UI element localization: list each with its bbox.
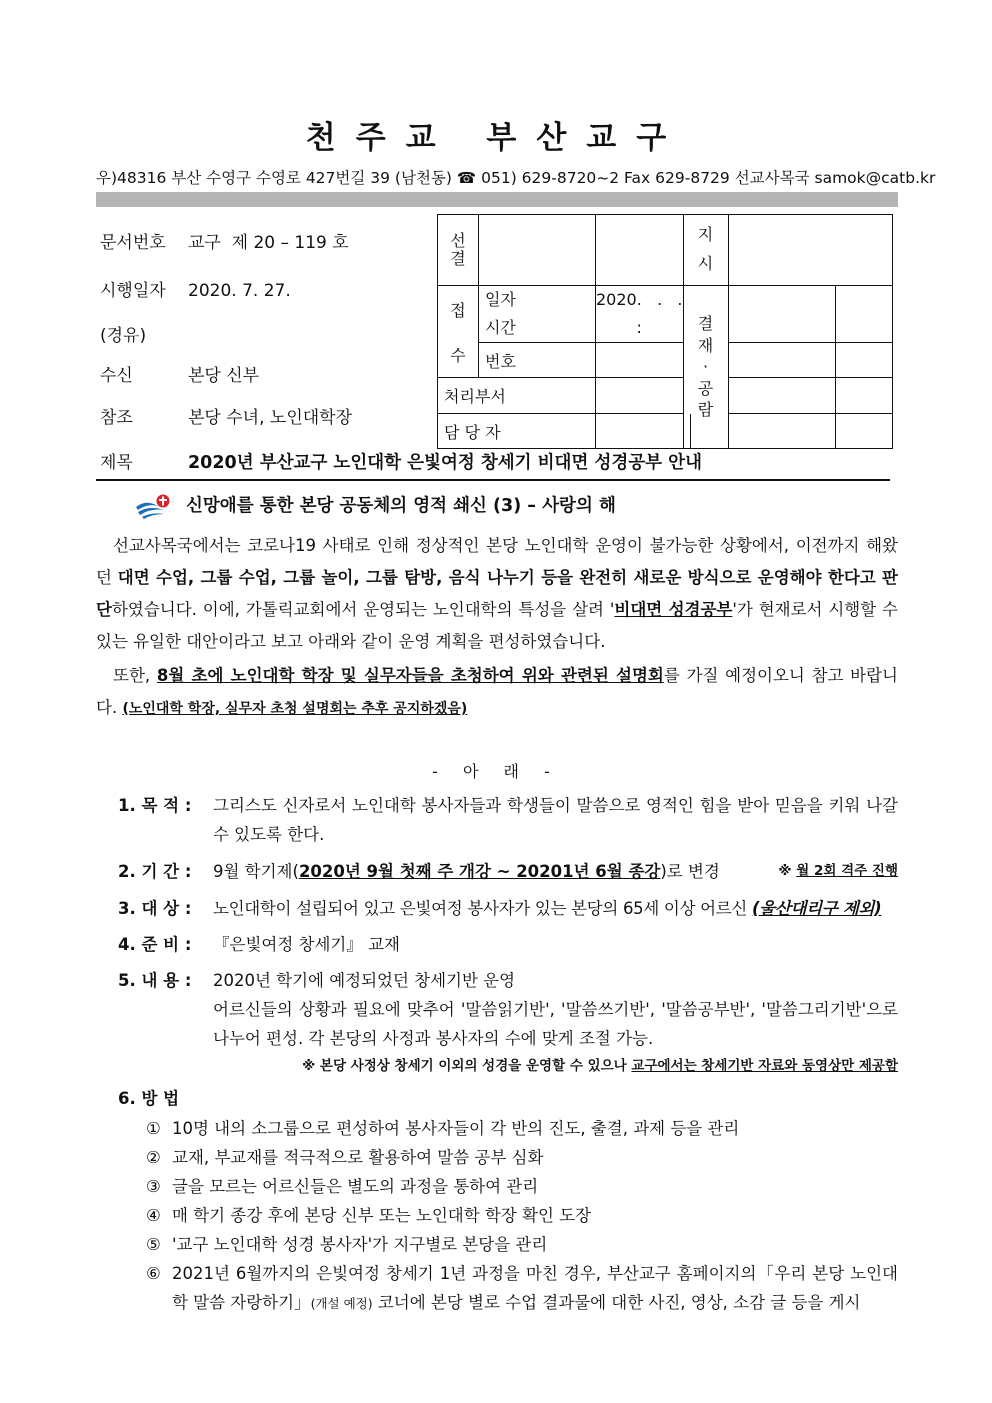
method-item-5: ⑤ '교구 노인대학 성경 봉사자'가 지구별로 본당을 관리 [146, 1235, 548, 1254]
item-content: 5. 내 용 : 2020년 학기에 예정되었던 창세기반 운영 어르신들의 상황과 필요에 맞추어 '말씀읽기반', '말씀쓰기반', '말씀공부반', '말씀그리기반'으로 나누어 편성. 각 본당의 사정과 봉사자의 수에 맞게 조절 가능. ※ 본당 사정상 창세기 이외의 성경을 운영할 수 있으나 교구에서는 창세기반 자료와 동영상만 제공함 [118, 971, 898, 1074]
method-item-6: ⑥ 2021년 6월까지의 은빛여정 창세기 1년 과정을 마친 경우, 부산교구 홈페이지의「우리 본당 노인대학 말씀 자랑하기」(개설 예정) 코너에 본당 별로 수업 결과물에 대한 사진, 영상, 소감 글 등을 게시 [146, 1264, 898, 1312]
gyeoljae-gongram-cell: 결재 · 공람 [683, 286, 728, 449]
gyeoljae-field-4 [835, 343, 892, 378]
reference-row [100, 403, 352, 428]
dept-field [596, 378, 684, 414]
header-divider-bar [96, 192, 898, 207]
slogan-line [134, 492, 616, 519]
reference-label: 참조 [100, 408, 133, 428]
seongyeol-field-1 [479, 215, 596, 286]
seongyeol-field-2 [596, 215, 684, 286]
number-field [596, 343, 684, 378]
jeopsu-cell [438, 286, 479, 378]
item-preparation: 4. 준 비 : 『은빛여정 창세기』 교재 [118, 935, 400, 954]
jisi-field [728, 215, 892, 286]
date-time-label-cell: 일자 시간 [479, 286, 596, 343]
seongyeol-cell: 선결 [438, 215, 479, 286]
via-label: (경유) [100, 326, 147, 346]
reference-value: 본당 수녀, 노인대학장 [188, 408, 353, 428]
number-label-cell: 번호 [479, 343, 596, 378]
gyeoljae-field-5 [728, 378, 835, 414]
doc-number-value: 교구 제 20 – 119 호 [188, 233, 349, 253]
subject-label: 제목 [100, 453, 133, 473]
approval-table [437, 214, 893, 449]
date-time-value-cell: 2020. . . : [596, 286, 684, 343]
org-title: 천주교 부산교구 [305, 120, 687, 156]
recipient-row [100, 361, 259, 386]
body-paragraph-2: 또한, 8월 초에 노인대학 학장 및 실무자들을 초청하여 위와 관련된 설명회를 가질 예정이오니 참고 바랍니다. (노인대학 학장, 실무자 초청 설명회는 추후 공지하겠음) [96, 666, 898, 717]
date-value: 2020. 7. 27. [188, 281, 291, 301]
slogan-text: 신망애를 통한 본당 공동체의 영적 쇄신 (3) – 사랑의 해 [186, 496, 616, 516]
doc-number-label: 문서번호 [100, 233, 166, 253]
gyeoljae-field-3 [728, 343, 835, 378]
diocese-logo-icon [134, 493, 172, 519]
recipient-label: 수신 [100, 366, 133, 386]
dept-label-cell: 처리부서 [438, 378, 596, 414]
method-item-4: ④ 매 학기 종강 후에 본당 신부 또는 노인대학 학장 확인 도장 [146, 1206, 592, 1225]
via-row [100, 321, 146, 346]
subject-divider [96, 479, 890, 481]
item-period: 2. 기 간 : 9월 학기제(2020년 9월 첫째 주 개강 ~ 20201년 6월 종강)로 변경 ※ 월 2회 격주 진행 [118, 862, 898, 881]
jisi-cell: 지시 [683, 215, 728, 286]
gyeoljae-field-6 [835, 378, 892, 414]
gyeoljae-field-2 [835, 286, 892, 343]
item-target: 3. 대 상 : 노인대학이 설립되어 있고 은빛여정 봉사자가 있는 본당의 65세 이상 어르신 (울산대리구 제외) [118, 899, 882, 918]
doc-number-row [100, 228, 349, 253]
recipient-value: 본당 신부 [188, 366, 260, 386]
manager-label-cell: 담 당 자 [438, 414, 596, 449]
address-line: 우)48316 부산 수영구 수영로 427번길 39 (남천동) ☎ 051) 629-8720~2 Fax 629-8729 선교사목국 samok@catb.kr [96, 169, 936, 187]
item-purpose: 1. 목 적 : 그리스도 신자로서 노인대학 봉사자들과 학생들이 말씀으로 영적인 힘을 받아 믿음을 키워 나갈 수 있도록 한다. [118, 796, 898, 844]
manager-field [596, 414, 684, 449]
date-row [100, 276, 291, 301]
date-label: 시행일자 [100, 281, 166, 301]
gyeoljae-field-8 [835, 414, 892, 449]
subject-value: 2020년 부산교구 노인대학 은빛여정 창세기 비대면 성경공부 안내 [188, 453, 702, 473]
method-item-1: ① 10명 내의 소그룹으로 편성하여 봉사자들이 각 반의 진도, 출결, 과제 등을 관리 [146, 1119, 740, 1138]
jeop-label: 접 [450, 300, 466, 320]
method-item-3: ③ 글을 모르는 어르신들은 별도의 과정을 통하여 관리 [146, 1177, 539, 1196]
body-paragraph-1: 선교사목국에서는 코로나19 사태로 인해 정상적인 본당 노인대학 운영이 불가능한 상황에서, 이전까지 해왔던 대면 수업, 그룹 수업, 그룹 놀이, 그룹 탐방, 음식 나누기 등을 완전히 새로운 방식으로 운영해야 한다고 판단하였습니다. 이에, 가톨릭교회에서 운영되는 노인대학의 특성을 살려 '비대면 성경공부'가 현재로서 시행할 수 있는 유일한 대안이라고 보고 아래와 같이 운영 계획을 편성하였습니다. [96, 536, 898, 651]
su-label: 수 [450, 345, 466, 365]
item-method: 6. 방 법 [118, 1089, 180, 1108]
gyeoljae-field-7 [728, 414, 835, 449]
gyeoljae-field-1 [728, 286, 835, 343]
notice-heading: - 아 래 - [432, 762, 560, 781]
method-item-2: ② 교재, 부교재를 적극적으로 활용하여 말씀 공부 심화 [146, 1148, 544, 1167]
subject-row [100, 448, 702, 474]
